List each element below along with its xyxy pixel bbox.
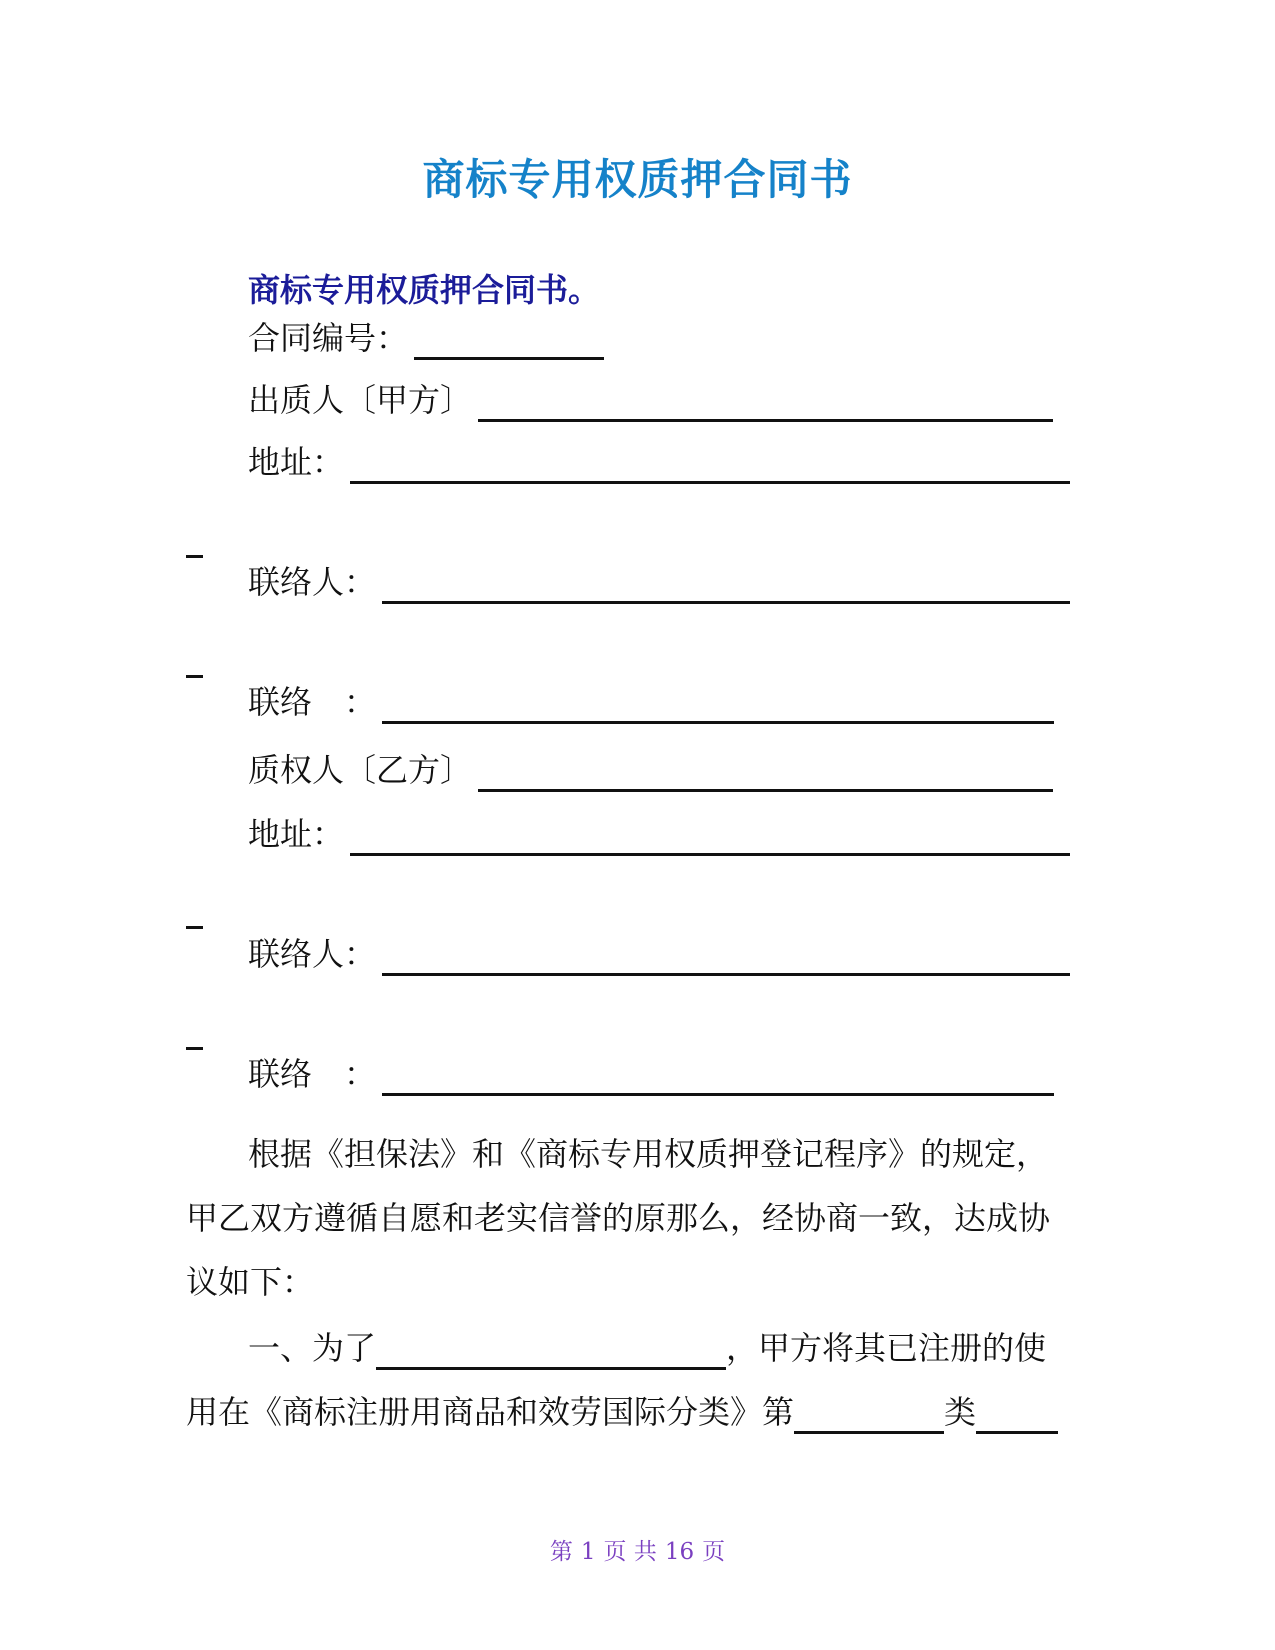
pledgee-row [248,748,1053,792]
pledgee-blank [478,751,1053,792]
clause-1-line-2-prefix: 用在《商标注册用商品和效劳国际分类》第 [186,1393,795,1431]
pledgee-phone-label: 联络 ： [248,1055,377,1093]
page-mid: 页 共 [603,1539,657,1565]
contract-no-row [248,316,604,360]
pledgor-label: 出质人〔甲方〕 [248,381,473,419]
clause-1-prefix: 一、为了 [248,1329,377,1367]
clause-1-line-2-mid: 类 [944,1393,977,1431]
pledgee-address-blank [350,815,1070,856]
pledgee-contact-blank [382,935,1070,976]
pledgee-address-row [248,812,1070,856]
line-dash [186,1047,203,1050]
pledgor-address-label: 地址： [248,443,345,481]
clause-1-purpose-blank [376,1331,726,1370]
pledgor-contact-row [248,560,1070,604]
current-page: 1 [580,1539,596,1565]
line-dash [186,926,203,929]
pledgor-contact-blank [382,563,1070,604]
document-subtitle: 商标专用权质押合同书。 [248,271,601,309]
pledgor-phone-label: 联络 ： [248,683,377,721]
page-suffix: 页 [702,1539,726,1565]
clause-1-suffix: ，甲方将其已注册的使 [726,1329,1047,1367]
pledgor-blank [478,381,1053,422]
pledgor-phone-row [248,680,1054,724]
trailing-blank [976,1395,1058,1434]
contract-no-label: 合同编号： [248,319,409,357]
pledgee-contact-label: 联络人： [248,935,377,973]
pledgee-contact-row [248,932,1070,976]
intro-line-1: 根据《担保法》和《商标专用权质押登记程序》的规定， [248,1135,1049,1173]
contract-no-blank [414,319,604,360]
line-dash [186,555,203,558]
clause-1-line-1 [248,1326,1046,1370]
pledgee-phone-row [248,1052,1054,1096]
total-pages: 16 [664,1539,695,1565]
line-dash [186,675,203,678]
pledgor-address-row [248,440,1070,484]
pledgor-row [248,378,1053,422]
pledgee-phone-blank [382,1055,1054,1096]
class-number-blank [794,1395,944,1434]
document-title: 商标专用权质押合同书 [422,155,853,204]
clause-1-line-2 [186,1390,1058,1434]
intro-line-3: 议如下： [186,1263,315,1301]
page-prefix: 第 [549,1539,573,1565]
pledgor-phone-blank [382,683,1054,724]
pledgor-address-blank [350,443,1070,484]
pledgor-contact-label: 联络人： [248,563,377,601]
page-indicator [0,1537,1275,1567]
intro-line-2: 甲乙双方遵循自愿和老实信誉的原那么，经协商一致，达成协 [186,1199,1051,1237]
pledgee-label: 质权人〔乙方〕 [248,751,473,789]
pledgee-address-label: 地址： [248,815,345,853]
